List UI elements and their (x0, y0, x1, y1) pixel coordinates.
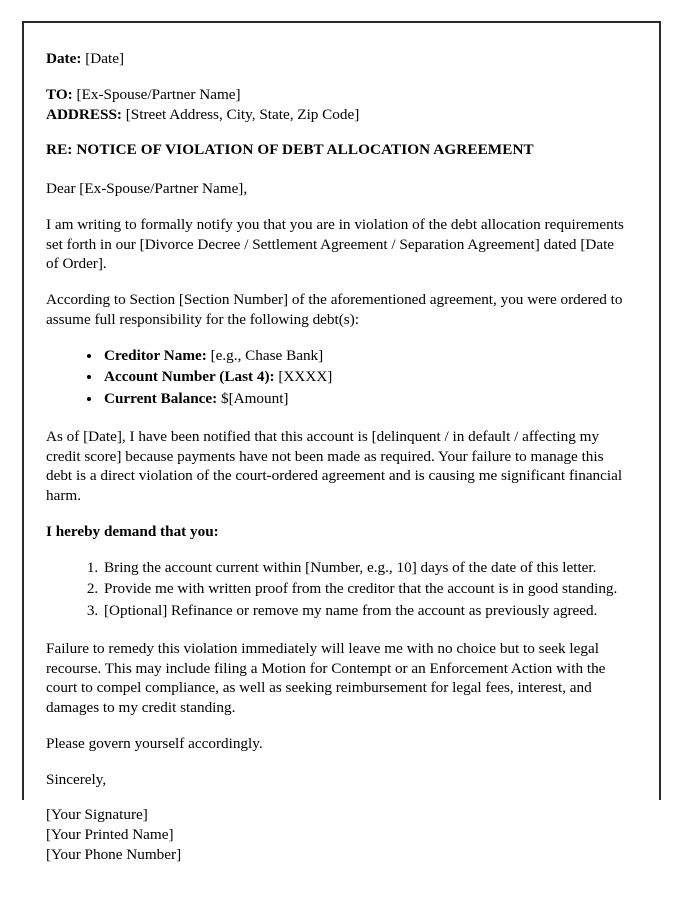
signature-line: [Your Signature] (46, 806, 148, 824)
paragraph-closing-statement: Please govern yourself accordingly. (46, 734, 263, 752)
to-label: TO: (46, 85, 73, 103)
list-item (102, 346, 629, 366)
salutation: Dear [Ex-Spouse/Partner Name], (46, 180, 248, 197)
paragraph-section-reference: According to Section [Section Number] of the aforementioned agreement, you were ordered to assume full responsibility for the following debt(s): (46, 291, 623, 328)
date-value: [Date] (85, 50, 125, 67)
signature-block (46, 805, 629, 864)
recipient-block (46, 85, 629, 125)
debt-item-label: Creditor Name: (104, 346, 207, 364)
demand-list (46, 558, 629, 621)
list-item: 2. Provide me with written proof from the creditor that the account is in good standing. (102, 579, 629, 599)
list-item: 3. [Optional] Refinance or remove my name from the account as previously agreed. (102, 601, 629, 621)
paragraph-delinquency-status: As of [Date], I have been notified that this account is [delinquent / in default / affecting my credit score] because payments have not been made as required. Your failure to manage this debt is a direct violation of the court-ordered agreement and is causing me significant financial harm. (46, 427, 623, 504)
paragraph-violation-notice: I am writing to formally notify you that you are in violation of the debt allocation requirements set forth in our [Divorce Decree / Settlement Agreement / Separation Agreement] dated [Date of Order]. (46, 215, 624, 273)
recipient-address-line (46, 105, 629, 125)
paragraph-legal-recourse: Failure to remedy this violation immediately will leave me with no choice but to seek legal recourse. This may include filing a Motion for Contempt or an Enforcement Action with the court to compel compliance, as well as seeking reimbursement for legal fees, interest, and damages to my credit standing. (46, 639, 606, 716)
subject-heading: RE: NOTICE OF VIOLATION OF DEBT ALLOCATION AGREEMENT (46, 141, 534, 159)
debt-item-value: [XXXX] (278, 368, 333, 386)
date-line (46, 49, 629, 69)
phone-number-line: [Your Phone Number] (46, 845, 182, 863)
document-body (24, 23, 659, 865)
list-item (102, 367, 629, 387)
debt-item-label: Account Number (Last 4): (104, 368, 275, 386)
debt-item-value: [e.g., Chase Bank] (210, 346, 324, 364)
printed-name-line: [Your Printed Name] (46, 826, 174, 843)
to-value: [Ex-Spouse/Partner Name] (76, 85, 241, 103)
address-label: ADDRESS: (46, 105, 122, 123)
demand-heading: I hereby demand that you: (46, 522, 219, 540)
list-item: 1. Bring the account current within [Number, e.g., 10] days of the date of this letter. (102, 558, 629, 578)
closing-salutation: Sincerely, (46, 770, 107, 788)
date-label: Date: (46, 50, 82, 67)
debt-details-list (46, 346, 629, 409)
list-item (102, 389, 629, 409)
address-value: [Street Address, City, State, Zip Code] (125, 105, 360, 123)
recipient-to-line (46, 85, 629, 105)
document-page (22, 21, 661, 863)
debt-item-value: $[Amount] (220, 390, 289, 407)
debt-item-label: Current Balance: (104, 390, 218, 407)
